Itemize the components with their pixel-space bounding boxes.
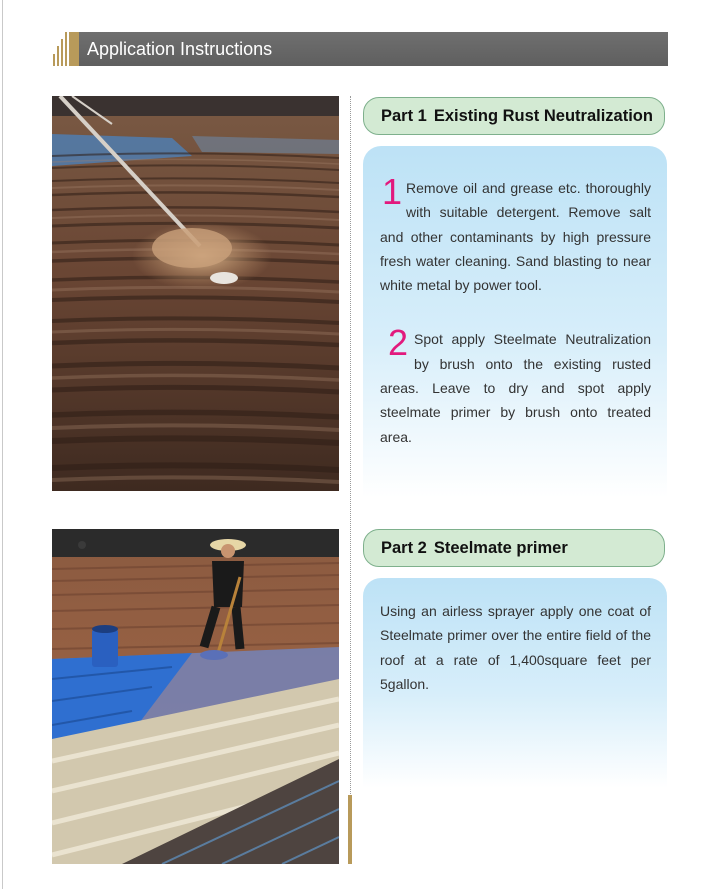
step-2 <box>380 322 651 448</box>
photo-applying-primer <box>52 529 339 864</box>
step-1 <box>380 171 651 297</box>
step-1-number: 1 <box>382 171 403 212</box>
column-divider <box>350 96 351 864</box>
step-1-text: Remove oil and grease etc. thoroughly with suitable detergent. Remove salt and other contaminants by high pressure fresh water cleaning. Sand blasting to near white metal by power tool. <box>380 180 651 294</box>
page-edge-rule <box>2 0 3 889</box>
header-title: Application Instructions <box>79 32 668 66</box>
section-header <box>52 32 668 66</box>
part-2-heading <box>363 529 665 567</box>
part-1-number: Part 1 <box>381 107 427 125</box>
photo-pressure-washing-roof <box>52 96 339 491</box>
part-2-text: Using an airless sprayer apply one coat of Steelmate primer over the entire field of the roof at a rate of 1,400square feet per 5gallon. <box>380 603 651 692</box>
part-2-title: Steelmate primer <box>433 539 568 557</box>
header-accent-block <box>69 32 79 66</box>
step-2-text: Spot apply Steelmate Neutralization by brush onto the existing rusted areas. Leave to dry and spot apply steelmate primer by brush onto treated area. <box>380 331 651 445</box>
part-1-title: Existing Rust Neutralization <box>433 107 653 125</box>
step-2-number: 2 <box>388 322 409 364</box>
divider-accent-bar <box>348 795 352 864</box>
part-1-content <box>363 146 667 498</box>
part-2-content <box>363 578 667 788</box>
part-2-number: Part 2 <box>381 539 427 557</box>
part-1-heading <box>363 97 665 135</box>
